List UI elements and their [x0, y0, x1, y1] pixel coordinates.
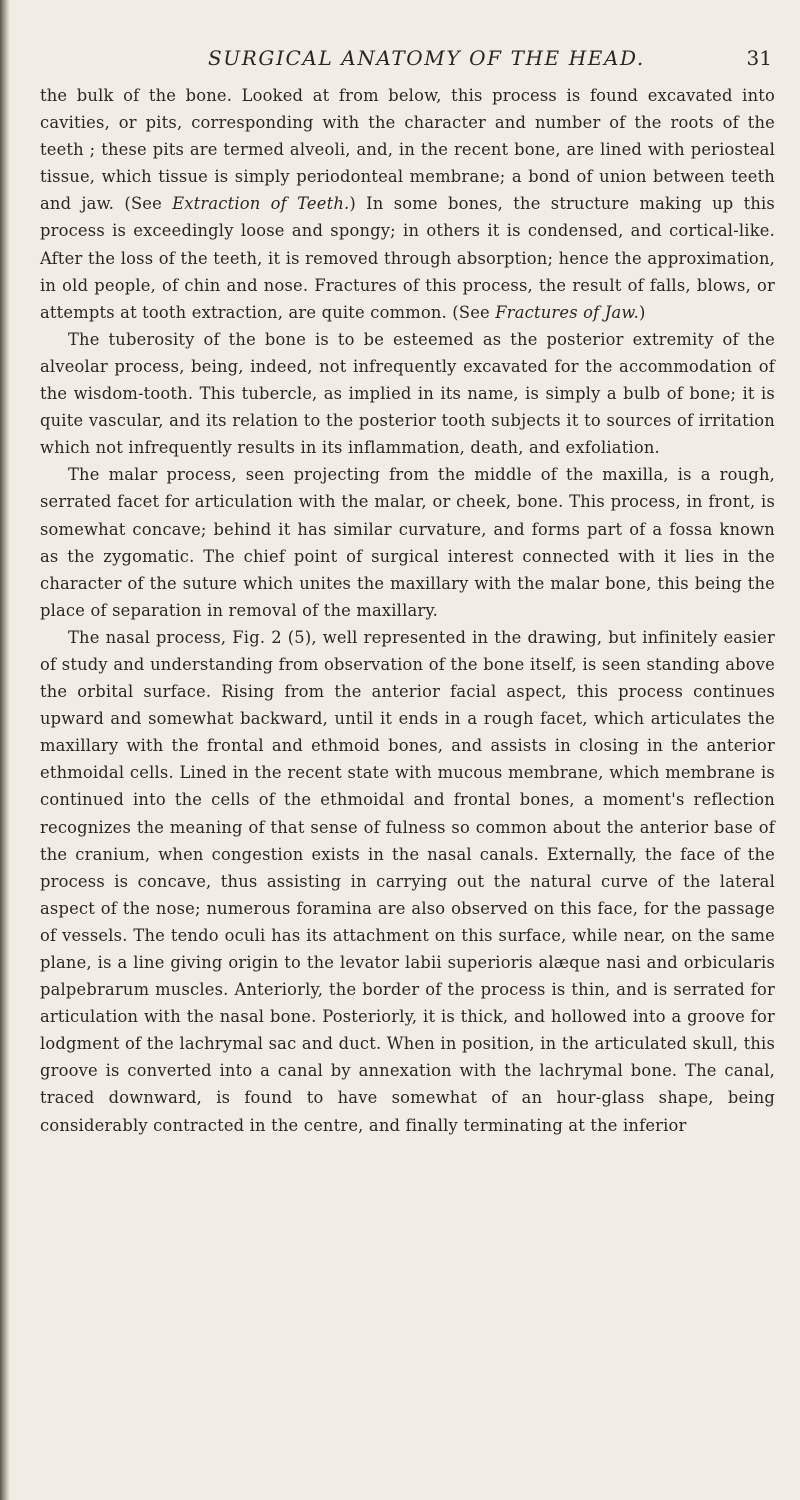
running-head: [40, 46, 775, 82]
paragraph-text: ) In some bones, the structure making up this process is exceedingly loose and spongy; in others it is condensed, and cortical-like. After the loss of the teeth, it is removed through absorption; hence the approximation, in old people, of chin and nose. Fractures of this process, the result of falls, blows, or attempts at tooth extraction, are quite common. (See: [40, 194, 775, 322]
running-title: SURGICAL ANATOMY OF THE HEAD.: [208, 46, 645, 70]
paragraph-text: the bulk of the bone. Looked at from below, this process is found excavated into cavities, or pits, corresponding with the character and number of the roots of the teeth ; these pits are termed alveoli, and, in the recent bone, are lined with periosteal tissue, which tissue is simply periodonteal membrane; a bond of union between teeth and jaw. (See: [40, 86, 775, 214]
book-page: [40, 46, 775, 1139]
cross-reference: Extraction of Teeth.: [172, 194, 350, 214]
page-number: 31: [746, 46, 772, 70]
body-text: [40, 82, 775, 1139]
paragraph-text: ): [638, 302, 646, 322]
cross-reference: Fractures of Jaw.: [495, 302, 639, 322]
page-binding-edge: [0, 0, 10, 1500]
paragraph-tuberosity: The tuberosity of the bone is to be esteemed as the posterior extremity of the alveolar process, being, indeed, not infrequently excavated for the accommodation of the wisdom-tooth. This tubercle, as implied in its name, is simply a bulb of bone; it is quite vascular, and its relation to the posterior tooth subjects it to sources of irritation which not infrequently results in its inflammation, death, and exfoliation.: [40, 329, 775, 458]
paragraph-malar-process: The malar process, seen projecting from the middle of the maxilla, is a rough, serrated facet for articulation with the malar, or cheek, bone. This process, in front, is somewhat concave; behind it has similar curvature, and forms part of a fossa known as the zygomatic. The chief point of surgical interest connected with it lies in the character of the suture which unites the maxillary with the malar bone, this being the place of separation in removal of the maxillary.: [40, 465, 775, 620]
paragraph-nasal-process: The nasal process, Fig. 2 (5), well represented in the drawing, but infinitely easier of study and understanding from observation of the bone itself, is seen standing above the orbital surface. Rising from the anterior facial aspect, this process continues upward and somewhat backward, until it ends in a rough facet, which articulates the maxillary with the frontal and ethmoid bones, and assists in closing in the anterior ethmoidal cells. Lined in the recent state with mucous membrane, which membrane is continued into the cells of the ethmoidal and frontal bones, a moment's reflection recognizes the meaning of that sense of fulness so common about the anterior base of the cranium, when congestion exists in the nasal canals. Externally, the face of the process is concave, thus assisting in carrying out the natural curve of the lateral aspect of the nose; numerous foramina are also observed on this face, for the passage of vessels. The tendo oculi has its attachment on this surface, while near, on the same plane, is a line giving origin to the levator labii superioris alæque nasi and orbicularis palpebrarum muscles. Anteriorly, the border of the process is thin, and is serrated for articulation with the nasal bone. Posteriorly, it is thick, and hollowed into a groove for lodgment of the lachrymal sac and duct. When in position, in the articulated skull, this groove is converted into a canal by annexation with the lachrymal bone. The canal, traced downward, is found to have somewhat of an hour-glass shape, being considerably contracted in the centre, and finally terminating at the inferior: [40, 627, 775, 1135]
paragraph-alveolar-process: [40, 82, 775, 326]
